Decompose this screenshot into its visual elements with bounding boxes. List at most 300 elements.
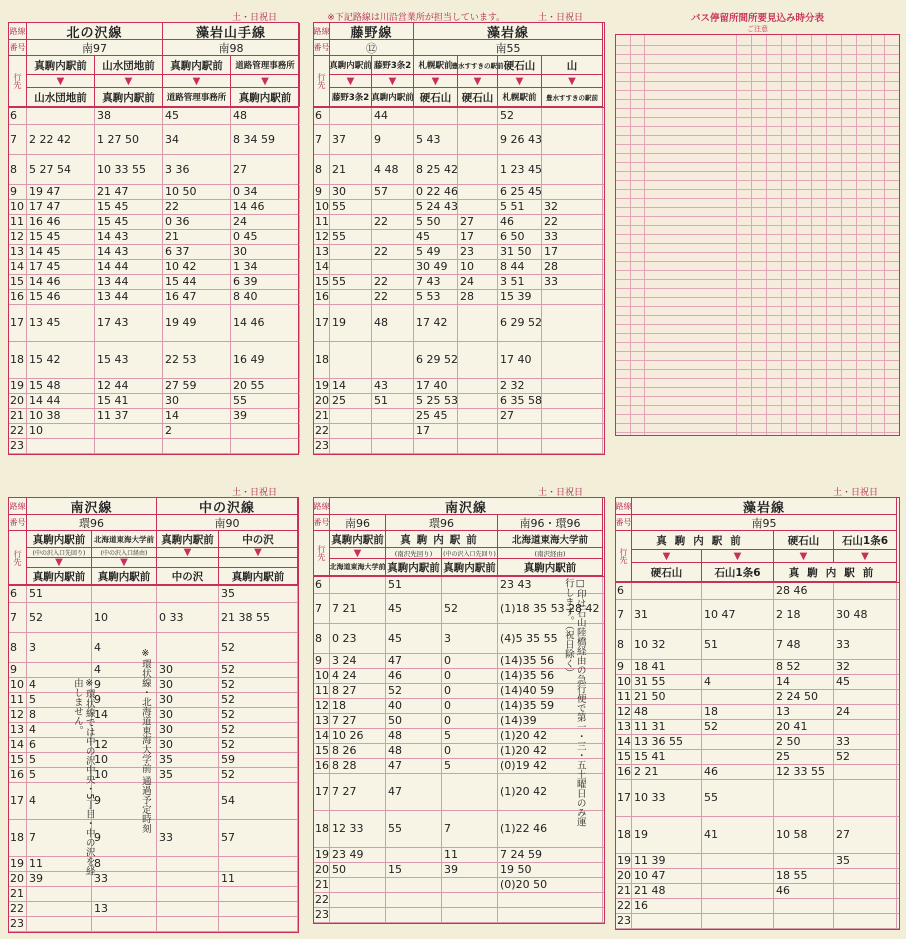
arrow-down-icon: ▼ (372, 75, 414, 88)
minute-cell: 13 45 (27, 305, 95, 341)
hour-cell: 16 (315, 759, 329, 772)
minute-cell: 7 24 59 (498, 848, 603, 862)
hour-cell: 10 (9, 200, 27, 214)
table-row (616, 705, 899, 720)
hour-cell: 23 (617, 914, 631, 927)
table-row (9, 108, 298, 125)
minute-cell (834, 869, 897, 883)
table-row (314, 878, 604, 893)
minute-cell (330, 215, 372, 229)
minute-cell (774, 899, 834, 913)
minute-cell (219, 917, 298, 931)
hour-cell: 21 (617, 884, 631, 897)
table-row (616, 660, 899, 675)
minute-cell: 2 18 (774, 600, 834, 629)
table-row (9, 820, 298, 857)
hour-cell: 19 (9, 379, 27, 393)
hour-cell: 15 (9, 275, 27, 289)
table-row (9, 723, 298, 738)
table-row (314, 200, 604, 215)
minute-cell: 9 (92, 820, 157, 856)
table-row (314, 275, 604, 290)
travel-time-grid (615, 34, 900, 436)
minute-cell: 5 53 (414, 290, 458, 304)
minute-cell: 23 49 (330, 848, 386, 862)
minute-cell: 18 41 (632, 660, 702, 674)
hour-cell: 7 (616, 600, 632, 629)
minute-cell: (1)20 42 (498, 774, 603, 810)
hour-cell: 20 (315, 394, 329, 407)
minute-cell: 25 45 (414, 409, 458, 423)
table-row (314, 729, 604, 744)
minute-cell: 52 (219, 738, 298, 752)
minute-cell: 23 43 (498, 577, 603, 593)
minute-cell (458, 200, 498, 214)
table-row (9, 185, 298, 200)
minute-cell: 18 (330, 699, 386, 713)
hour-cell: 23 (9, 439, 27, 453)
hour-cell: 18 (616, 817, 632, 853)
minute-cell: 5 (442, 729, 498, 743)
minute-cell: 18 55 (774, 869, 834, 883)
minute-cell: 39 (27, 872, 92, 886)
hour-cell: 18 (314, 342, 330, 378)
yukisaki-label: 行先 (616, 531, 632, 582)
hour-cell: 9 (314, 185, 330, 199)
minute-cell: 52 (219, 663, 298, 677)
minute-cell: 45 (834, 675, 897, 689)
minute-cell: 9 26 43 (498, 125, 542, 154)
minute-cell: (14)35 56 (498, 654, 603, 668)
minute-cell: 0 45 (231, 230, 300, 244)
minute-cell (542, 290, 603, 304)
minute-cell (92, 586, 157, 602)
minute-cell (372, 260, 414, 274)
minute-cell: 14 45 (27, 245, 95, 259)
timetable-rows (314, 577, 604, 923)
minute-cell: 12 33 (330, 811, 386, 847)
minute-cell: 10 (92, 768, 157, 782)
table-row (314, 108, 604, 125)
table-row (9, 215, 298, 230)
hour-cell: 15 (315, 275, 329, 288)
minute-cell (498, 424, 542, 438)
minute-cell: 15 48 (27, 379, 95, 393)
minute-cell: 41 (702, 817, 774, 853)
minute-cell: 2 21 (632, 765, 702, 779)
table-row (616, 630, 899, 660)
minute-cell: (4)5 35 55 (498, 624, 603, 653)
arrow-down-icon: ▼ (834, 550, 897, 563)
hour-cell: 22 (315, 424, 329, 437)
minute-cell (542, 185, 603, 199)
minute-cell: 5 (27, 753, 92, 767)
hour-cell: 14 (315, 729, 329, 742)
minute-cell: 57 (219, 820, 298, 856)
table-row (314, 439, 604, 454)
table-row (314, 215, 604, 230)
bango-label: 番号 (314, 515, 330, 531)
minute-cell: 20 55 (231, 379, 300, 393)
hour-cell: 15 (9, 753, 27, 767)
hour-cell: 12 (9, 708, 27, 722)
column-destination: 真駒内駅前 (27, 56, 95, 75)
hour-cell: 10 (617, 675, 631, 688)
minute-cell: 8 26 (330, 744, 386, 758)
arrow-down-icon: ▼ (219, 548, 298, 558)
minute-cell: 8 25 42 (414, 155, 458, 184)
minute-cell (458, 125, 498, 154)
minute-cell (458, 185, 498, 199)
minute-cell (95, 424, 163, 438)
hour-cell: 11 (315, 684, 329, 697)
minute-cell: (14)35 59 (498, 699, 603, 713)
minute-cell (27, 663, 92, 677)
minute-cell: 59 (219, 753, 298, 767)
arrow-down-icon: ▼ (95, 75, 163, 88)
minute-cell: 3 36 (163, 155, 231, 184)
column-stop: 真駒内駅前 (95, 88, 163, 107)
hour-cell: 16 (315, 290, 329, 303)
grid-column-line (826, 35, 827, 435)
line-name: 藤野線 (330, 23, 414, 40)
column-via-note: (南沢経由) (498, 548, 603, 559)
minute-cell (458, 409, 498, 423)
hour-cell: 6 (9, 586, 27, 602)
table-row (616, 735, 899, 750)
column-via-note: (中の沢入口先回り) (442, 548, 498, 559)
minute-cell (157, 633, 219, 662)
table-row (314, 305, 604, 342)
minute-cell: 17 42 (414, 305, 458, 341)
table-row (9, 245, 298, 260)
hour-cell: 10 (9, 678, 27, 692)
hour-cell: 19 (315, 379, 329, 392)
minute-cell (702, 690, 774, 704)
column-stop: 真駒内駅前 (372, 88, 414, 107)
column-destination: 藤野3条2 (372, 56, 414, 75)
minute-cell: 45 (414, 230, 458, 244)
minute-cell: 5 27 54 (27, 155, 95, 184)
minute-cell: 39 (231, 409, 300, 423)
hour-cell: 21 (315, 409, 329, 422)
panel-travel-time-table (615, 10, 900, 450)
column-destination: 豊水すすきの駅前 (458, 56, 498, 75)
minute-cell (231, 424, 300, 438)
minute-cell: 4 (27, 723, 92, 737)
minute-cell: 16 (632, 899, 702, 913)
minute-cell: 24 (231, 215, 300, 229)
minute-cell: 14 (92, 708, 157, 722)
table-row (314, 774, 604, 811)
minute-cell: 52 (219, 708, 298, 722)
minute-cell: 10 (92, 603, 157, 632)
timetable-rows (9, 108, 298, 454)
minute-cell (774, 914, 834, 928)
minute-cell: 14 46 (231, 305, 300, 341)
hour-cell: 14 (315, 260, 329, 273)
minute-cell: 10 38 (27, 409, 95, 423)
table-row (9, 342, 298, 379)
timetable-rows (616, 583, 899, 929)
minute-cell: 30 (231, 245, 300, 259)
table-row (314, 594, 604, 624)
hour-cell: 9 (9, 185, 27, 199)
grid-column-line (736, 35, 737, 435)
minute-cell: 21 50 (632, 690, 702, 704)
minute-cell: 54 (219, 783, 298, 819)
minute-cell: 48 (231, 108, 300, 124)
hour-cell: 17 (9, 783, 27, 819)
minute-cell: 2 24 50 (774, 690, 834, 704)
minute-cell: 0 34 (231, 185, 300, 199)
column-stop: 道路管理事務所 (163, 88, 231, 107)
minute-cell (330, 878, 386, 892)
minute-cell: 9 (92, 693, 157, 707)
minute-cell: 38 (95, 108, 163, 124)
minute-cell (219, 887, 298, 901)
minute-cell: 33 (542, 230, 603, 244)
loop-route-note: ※環状線では中の沢中央・5丁目・中の沢を経由しません。 (71, 678, 95, 876)
column-via-note: (中の沢入口経由) (92, 548, 157, 558)
minute-cell: 30 (157, 693, 219, 707)
table-row (314, 699, 604, 714)
table-row (314, 848, 604, 863)
column-stop: 真駒内駅前 (442, 559, 498, 576)
minute-cell: 27 (231, 155, 300, 184)
minute-cell: 47 (386, 654, 442, 668)
minute-cell (27, 887, 92, 901)
arrow-down-icon: ▼ (542, 75, 603, 88)
minute-cell (372, 424, 414, 438)
hour-cell: 10 (315, 669, 329, 682)
minute-cell: 35 (834, 854, 897, 868)
minute-cell: 9 (372, 125, 414, 154)
minute-cell: 31 50 (498, 245, 542, 259)
minute-cell: 6 35 58 (500, 394, 542, 407)
arrow-down-icon: ▼ (498, 75, 542, 88)
route-number: 南98 (163, 40, 300, 56)
minute-cell: 52 (386, 684, 442, 698)
hour-cell: 17 (616, 780, 632, 816)
minute-cell: 5 (27, 768, 92, 782)
hour-cell: 18 (9, 820, 27, 856)
hour-cell: 7 (9, 125, 27, 154)
yukisaki-label: 行先 (9, 56, 27, 107)
table-row (616, 869, 899, 884)
minute-cell: 15 41 (632, 750, 702, 764)
minute-cell: 0 (442, 684, 498, 698)
column-stop: 硬石山 (458, 88, 498, 107)
minute-cell: 55 (386, 811, 442, 847)
minute-cell: 10 (458, 260, 498, 274)
minute-cell: 52 (702, 720, 774, 734)
column-stop: 真駒内駅前 (774, 563, 897, 582)
minute-cell: 22 (372, 245, 414, 259)
minute-cell: 3 (442, 624, 498, 653)
hour-cell: 7 (9, 603, 27, 632)
table-row (9, 305, 298, 342)
hour-cell: 18 (9, 342, 27, 378)
minute-cell: (1)20 42 (498, 744, 603, 758)
arrow-down-icon: ▼ (27, 558, 92, 568)
table-row (9, 887, 298, 902)
minute-cell: 6 37 (163, 245, 231, 259)
minute-cell: 14 (774, 675, 834, 689)
table-row (9, 379, 298, 394)
hour-cell: 9 (616, 660, 632, 674)
minute-cell: 19 49 (163, 305, 231, 341)
minute-cell: 7 48 (774, 630, 834, 659)
minute-cell (702, 884, 774, 898)
hour-cell: 8 (616, 630, 632, 659)
table-row (9, 633, 298, 663)
table-row (314, 379, 604, 394)
arrow-down-icon: ▼ (702, 550, 774, 563)
column-destination: 真駒内駅前 (27, 531, 92, 548)
minute-cell: 15 42 (27, 342, 95, 378)
minute-cell: 52 (834, 750, 897, 764)
yukisaki-label: 行先 (314, 531, 330, 576)
minute-cell: (1)22 46 (498, 811, 603, 847)
minute-cell: 11 31 (632, 720, 702, 734)
minute-cell: 11 39 (632, 854, 702, 868)
rosen-label: 路線 (616, 498, 632, 515)
minute-cell (542, 342, 603, 378)
minute-cell: 8 44 (498, 260, 542, 274)
minute-cell: 10 47 (702, 600, 774, 629)
minute-cell (442, 774, 498, 810)
timetable-table (8, 22, 299, 455)
column-destination: 真駒内駅前 (632, 531, 774, 550)
column-via-note: (中の沢入口先回り) (27, 548, 92, 558)
route-number: 南95 (632, 515, 897, 531)
line-name: 中の沢線 (157, 498, 298, 515)
minute-cell: 32 (542, 200, 603, 214)
column-destination: 真駒内駅前 (163, 56, 231, 75)
timetable-table (313, 497, 605, 924)
table-row (314, 624, 604, 654)
rosen-label: 路線 (9, 23, 27, 40)
minute-cell (498, 439, 542, 453)
minute-cell: 10 42 (163, 260, 231, 274)
column-destination: 真駒内駅前 (157, 531, 219, 548)
hour-cell: 16 (617, 765, 631, 778)
minute-cell (542, 394, 603, 408)
minute-cell: 6 29 52 (414, 342, 458, 378)
minute-cell (92, 917, 157, 931)
hour-cell: 12 (617, 705, 631, 718)
day-type-label: 土・日祝日 (231, 13, 277, 23)
minute-cell: 7 43 (414, 275, 458, 289)
hour-cell: 19 (315, 848, 329, 861)
hour-cell: 21 (9, 409, 27, 423)
hour-cell: 14 (9, 260, 27, 274)
hour-cell: 22 (315, 893, 329, 906)
grid-column-line (644, 35, 645, 435)
minute-cell: 39 (442, 863, 498, 877)
rosen-label: 路線 (314, 498, 330, 515)
minute-cell: 0 22 46 (416, 185, 458, 198)
minute-cell: 21 (163, 230, 231, 244)
minute-cell: 8 (92, 857, 157, 871)
minute-cell (458, 305, 498, 341)
minute-cell (702, 750, 774, 764)
column-stop: 真駒内駅前 (386, 559, 442, 576)
table-row (9, 439, 298, 454)
line-name: 藻岩線 (632, 498, 897, 515)
minute-cell: 11 (219, 872, 298, 886)
minute-cell: 52 (219, 768, 298, 782)
hour-cell: 6 (314, 108, 330, 124)
column-destination: 石山1条6 (834, 531, 897, 550)
hour-cell: 23 (315, 439, 329, 452)
minute-cell: 10 (27, 424, 95, 438)
hour-cell: 12 (9, 230, 27, 244)
hour-cell: 8 (9, 155, 27, 184)
hour-cell: 19 (9, 857, 27, 871)
minute-cell: 17 (458, 230, 498, 244)
hour-cell: 13 (315, 245, 329, 258)
minute-cell: 2 50 (774, 735, 834, 749)
minute-cell: 2 32 (498, 379, 542, 393)
table-row (9, 872, 298, 887)
minute-cell: 7 (442, 811, 498, 847)
minute-cell: 4 (27, 783, 92, 819)
minute-cell (414, 439, 458, 453)
table-row (314, 155, 604, 185)
table-row (9, 200, 298, 215)
minute-cell (414, 108, 458, 124)
minute-cell: 22 (372, 275, 414, 289)
minute-cell (834, 884, 897, 898)
minute-cell: 45 (386, 624, 442, 653)
timetable-table (313, 22, 605, 455)
column-destination: 道路管理事務所 (231, 56, 300, 75)
minute-cell: 28 (458, 290, 498, 304)
minute-cell: 4 24 (330, 669, 386, 683)
route-number: 南97 (27, 40, 163, 56)
minute-cell (632, 914, 702, 928)
minute-cell: 14 44 (27, 394, 95, 408)
minute-cell (372, 342, 414, 378)
hour-cell: 20 (315, 863, 329, 876)
minute-cell: 8 27 (330, 684, 386, 698)
hour-cell: 17 (314, 774, 330, 810)
minute-cell: 30 (157, 678, 219, 692)
column-stop: 豊水すすきの駅前 (542, 88, 603, 107)
arrow-down-icon: ▼ (414, 75, 458, 88)
minute-cell: 52 (219, 693, 298, 707)
minute-cell: 12 (92, 738, 157, 752)
minute-cell: 0 (442, 744, 498, 758)
minute-cell: 27 (498, 409, 542, 423)
minute-cell: 21 38 55 (219, 603, 298, 632)
minute-cell: 7 27 (330, 774, 386, 810)
minute-cell: 4 (27, 678, 92, 692)
minute-cell (386, 878, 442, 892)
table-row (314, 230, 604, 245)
minute-cell: 33 (834, 735, 897, 749)
hour-cell: 22 (617, 899, 631, 912)
minute-cell: 8 52 (774, 660, 834, 674)
minute-cell (834, 780, 897, 816)
minute-cell (442, 577, 498, 593)
minute-cell: 48 (372, 305, 414, 341)
timetable-table (8, 497, 299, 933)
table-row (314, 893, 604, 908)
minute-cell: 25 (330, 394, 372, 408)
